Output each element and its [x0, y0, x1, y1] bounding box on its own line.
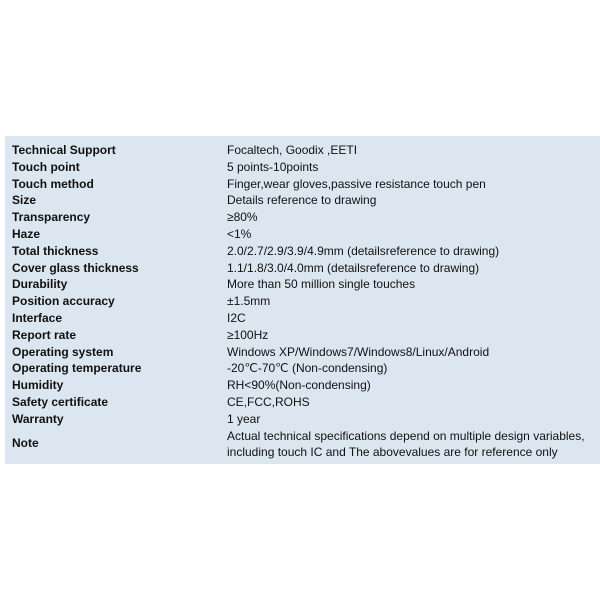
spec-label: Operating temperature — [12, 361, 142, 376]
spec-value: Focaltech, Goodix ,EETI — [227, 143, 358, 157]
spec-value: 2.0/2.7/2.9/3.9/4.9mm (detailsreference to drawing) — [227, 243, 500, 258]
spec-row-touch-point — [5, 159, 600, 176]
spec-row-note — [5, 428, 600, 460]
spec-row-operating-temperature — [5, 360, 600, 377]
spec-row-cover-glass-thickness — [5, 260, 600, 277]
spec-row-report-rate — [5, 327, 600, 344]
spec-value: 1 year — [227, 411, 261, 426]
spec-label: Operating system — [12, 344, 114, 359]
spec-row-position-accuracy — [5, 293, 600, 310]
spec-row-size — [5, 192, 600, 209]
spec-row-operating-system — [5, 344, 600, 361]
spec-label: Position accuracy — [12, 294, 115, 309]
spec-label: Touch point — [12, 159, 80, 174]
spec-row-safety-certificate — [5, 394, 600, 411]
spec-value: RH<90%(Non-condensing) — [227, 378, 371, 393]
spec-label: Interface — [12, 310, 63, 325]
spec-value: 5 points-10points — [227, 159, 319, 174]
spec-table — [5, 136, 600, 464]
spec-label: Touch method — [12, 176, 94, 191]
spec-value: <1% — [227, 226, 252, 241]
spec-value: Details reference to drawing — [227, 193, 377, 208]
spec-row-warranty — [5, 411, 600, 428]
spec-label: Report rate — [12, 327, 77, 342]
spec-row-transparency — [5, 209, 600, 226]
spec-label: Size — [12, 193, 37, 208]
spec-value: Finger,wear gloves,passive resistance touch pen — [227, 176, 486, 191]
spec-row-humidity — [5, 377, 600, 394]
spec-label: Durability — [12, 277, 68, 292]
spec-row-total-thickness — [5, 243, 600, 260]
spec-value: -20℃-70℃ (Non-condensing) — [227, 361, 388, 376]
spec-label: Haze — [12, 226, 41, 241]
spec-label: Safety certificate — [12, 394, 109, 409]
spec-value: ≥100Hz — [227, 327, 269, 342]
spec-row-durability — [5, 276, 600, 293]
spec-value-note — [223, 428, 600, 460]
spec-row-haze — [5, 226, 600, 243]
spec-label: Transparency — [12, 210, 91, 225]
spec-label: Cover glass thickness — [12, 260, 139, 275]
spec-value: More than 50 million single touches — [227, 277, 416, 292]
spec-value: I2C — [227, 310, 246, 325]
spec-row-interface — [5, 310, 600, 327]
spec-value: CE,FCC,ROHS — [227, 394, 310, 409]
spec-label: Note — [12, 436, 39, 451]
spec-value: Windows XP/Windows7/Windows8/Linux/Android — [227, 344, 490, 359]
spec-row-technical-support — [5, 142, 600, 159]
spec-label: Technical Support — [12, 143, 116, 157]
spec-label: Warranty — [12, 411, 64, 426]
spec-value: ≥80% — [227, 210, 258, 225]
note-line-2: including touch IC and The abovevalues are for reference only — [227, 444, 558, 459]
spec-row-touch-method — [5, 176, 600, 193]
note-line-1: Actual technical specifications depend on multiple design variables, — [227, 428, 585, 443]
spec-label: Humidity — [12, 378, 64, 393]
spec-label: Total thickness — [12, 243, 99, 258]
spec-value: ±1.5mm — [227, 294, 271, 309]
spec-value: 1.1/1.8/3.0/4.0mm (detailsreference to drawing) — [227, 260, 480, 275]
